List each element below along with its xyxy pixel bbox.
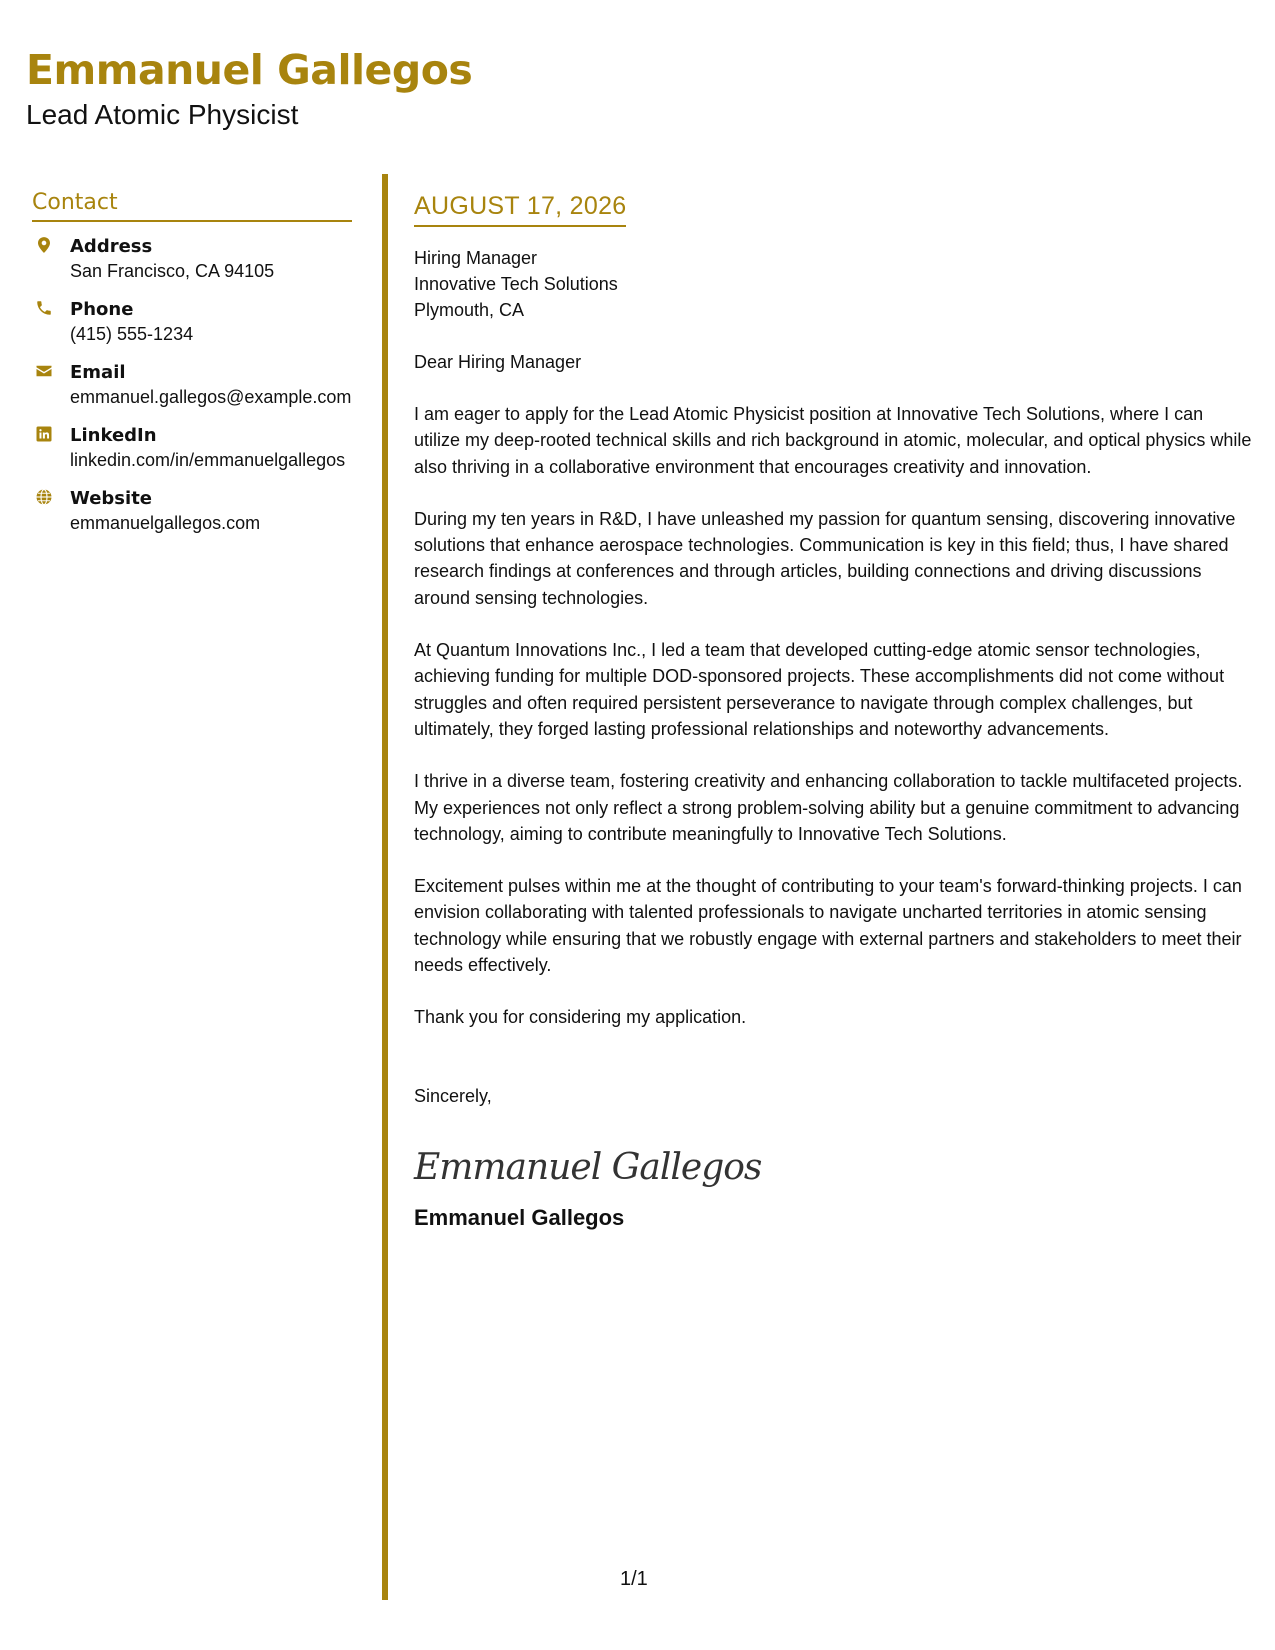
contact-item-website <box>32 486 352 536</box>
contact-label: Email <box>70 362 126 383</box>
envelope-icon <box>35 362 53 380</box>
globe-icon <box>35 488 53 506</box>
recipient-line: Hiring Manager <box>414 248 538 268</box>
contact-label: Phone <box>70 299 134 320</box>
contact-item-linkedin <box>32 423 352 473</box>
letter-paragraph: I thrive in a diverse team, fostering creativity and enhancing collaboration to tackle multifaceted projects. My experiences not only reflect a strong problem-solving ability but a genuine commitment to advancing technology, aiming to contribute meaningfully to Innovative Tech Solutions. <box>414 771 1243 844</box>
letter-paragraph: During my ten years in R&D, I have unleashed my passion for quantum sensing, discovering innovative solutions that enhance aerospace technologies. Communication is key in this field; thus, I have shared research findings at conferences and through articles, building connections and driving discussions around sensing technologies. <box>414 508 1236 608</box>
salutation: Dear Hiring Manager <box>414 352 582 372</box>
signature-script: Emmanuel Gallegos <box>414 1146 762 1188</box>
contact-label: Website <box>70 488 153 509</box>
recipient-block <box>414 245 1254 323</box>
contact-label: Address <box>70 236 153 257</box>
contact-value: (415) 555-1234 <box>70 324 194 344</box>
map-pin-icon <box>35 236 53 254</box>
contact-heading: Contact <box>32 190 352 222</box>
signed-name: Emmanuel Gallegos <box>414 1204 625 1230</box>
contact-label: LinkedIn <box>70 425 157 446</box>
page-number: 1/1 <box>620 1568 648 1590</box>
letter-paragraph: Excitement pulses within me at the thought of contributing to your team's forward-thinking projects. I can envision collaborating with talented professionals to navigate uncharted territories in atomic sensing technology while ensuring that we robustly engage with external partners and stakeholders to meet their needs effectively. <box>414 876 1242 976</box>
contact-item-phone <box>32 297 352 347</box>
contact-value[interactable]: emmanuelgallegos.com <box>70 513 261 533</box>
linkedin-icon <box>35 425 53 443</box>
handwritten-signature <box>414 1135 762 1195</box>
applicant-title: Lead Atomic Physicist <box>26 99 299 130</box>
letter-body <box>414 192 1254 1231</box>
contact-value[interactable]: emmanuel.gallegos@example.com <box>70 387 352 407</box>
recipient-line: Innovative Tech Solutions <box>414 274 618 294</box>
letter-paragraph: Thank you for considering my application. <box>414 1007 747 1028</box>
contact-item-address <box>32 234 352 284</box>
letter-paragraph: At Quantum Innovations Inc., I led a team that developed cutting-edge atomic sensor technologies, achieving funding for multiple DOD-sponsored projects. These accomplishments did not come without struggles and often required persistent perseverance to navigate through complex challenges, but ultimately, they forged lasting professional relationships and noteworthy advancements. <box>414 640 1225 739</box>
contact-item-email <box>32 360 352 410</box>
applicant-name: Emmanuel Gallegos <box>26 46 473 94</box>
letter-date: AUGUST 17, 2026 <box>414 192 626 227</box>
phone-icon <box>35 299 53 317</box>
vertical-divider <box>382 174 388 1600</box>
contact-value: San Francisco, CA 94105 <box>70 261 275 281</box>
contact-value[interactable]: linkedin.com/in/emmanuelgallegos <box>70 450 346 470</box>
recipient-line: Plymouth, CA <box>414 300 525 320</box>
letter-paragraph: I am eager to apply for the Lead Atomic Physicist position at Innovative Tech Solutions, where I can utilize my deep-rooted technical skills and rich background in atomic, molecular, and optical physics while also thriving in a collaborative environment that encourages creativity and innovation. <box>414 404 1252 477</box>
closing: Sincerely, <box>414 1085 492 1106</box>
contact-sidebar <box>32 190 352 549</box>
